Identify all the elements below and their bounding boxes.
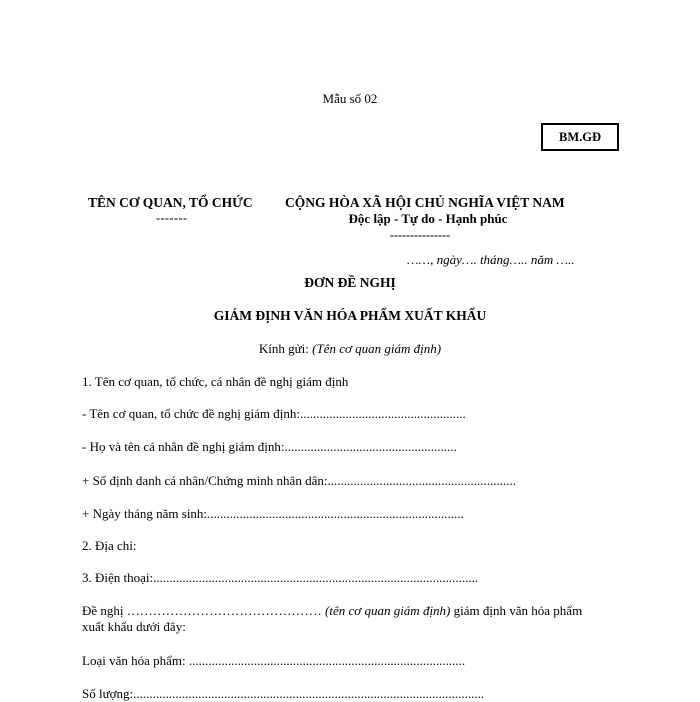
request-agency: (tên cơ quan giám định) bbox=[325, 603, 451, 618]
request-prefix: Đề nghị ……………………………………… bbox=[82, 603, 326, 618]
nation-heading: CỘNG HÒA XÃ HỘI CHỦ NGHĨA VIỆT NAM bbox=[285, 195, 565, 210]
quantity-field: Số lượng:............................................................................................................ bbox=[82, 686, 485, 701]
id-number-field: + Số định danh cá nhân/Chứng minh nhân dân:.......................................................... bbox=[82, 473, 516, 488]
phone-field: 3. Điện thoại:.................................................................................................... bbox=[82, 570, 479, 585]
item-type-field: Loại văn hóa phẩm: ..................................................................................... bbox=[82, 653, 466, 668]
person-name-field: - Họ và tên cá nhân đề nghị giám định:..................................................... bbox=[82, 439, 457, 454]
document-subtitle: GIÁM ĐỊNH VĂN HÓA PHẨM XUẤT KHẨU bbox=[213, 308, 487, 323]
address-field: 2. Địa chỉ: bbox=[82, 538, 137, 553]
org-requesting-field: - Tên cơ quan, tổ chức đề nghị giám định:................................................... bbox=[82, 406, 466, 421]
recipient-line bbox=[0, 341, 700, 357]
motto: Độc lập - Tự do - Hạnh phúc bbox=[348, 211, 508, 226]
form-code-box: BM.GĐ bbox=[541, 123, 619, 151]
request-line bbox=[82, 603, 582, 619]
request-suffix: giám định văn hóa phẩm bbox=[450, 603, 583, 618]
recipient-prefix: Kính gửi: bbox=[258, 341, 313, 356]
recipient-value: (Tên cơ quan giám định) bbox=[312, 341, 442, 356]
form-number: Mẫu số 02 bbox=[322, 91, 378, 106]
section-requester: 1. Tên cơ quan, tổ chức, cá nhân đề nghị giám định bbox=[82, 374, 349, 389]
date-line: ……, ngày…. tháng….. năm ….. bbox=[407, 252, 575, 267]
org-divider: ------- bbox=[156, 211, 188, 225]
motto-divider: --------------- bbox=[390, 228, 450, 242]
birth-date-field: + Ngày tháng năm sinh:............................................................................... bbox=[82, 506, 464, 521]
org-name-heading: TÊN CƠ QUAN, TỔ CHỨC bbox=[88, 195, 253, 210]
request-line-continued: xuất khẩu dưới đây: bbox=[82, 619, 186, 634]
document-title: ĐƠN ĐỀ NGHỊ bbox=[304, 275, 396, 290]
